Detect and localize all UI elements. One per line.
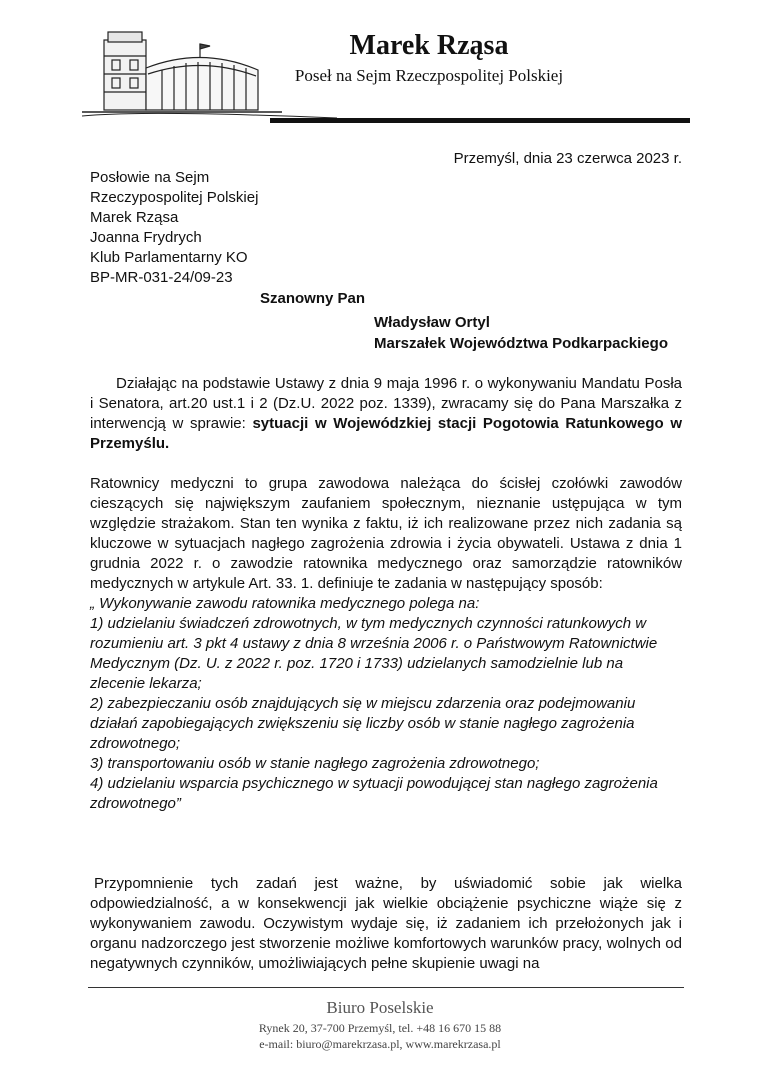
sender-line: Posłowie na Sejm — [90, 169, 210, 186]
quote-line: 4) udzielaniu wsparcia psychicznego w sytuacji powodującej stan nagłego zagrożenia zdrowotnego” — [90, 775, 658, 812]
quote-line: 2) zabezpieczaniu osób znajdujących się w miejscu zdarzenia oraz podejmowaniu działań zapobiegających zwiększeniu się liczby osób w stanie nagłego zagrożenia zdrowotnego; — [90, 695, 636, 752]
footer-rule — [88, 987, 684, 988]
city-date: Przemyśl, dnia 23 czerwca 2023 r. — [453, 150, 682, 167]
paragraph-duties-text: Ratownicy medyczni to grupa zawodowa należąca do ścisłej czołówki zawodów cieszących się największym zaufaniem społecznym, nieznanie ustępująca w tym względzie strażakom. Stan ten wynika z faktu, iż ich realizowane przez nich zadania są kluczowe w sytuacjach nagłego zagrożenia zdrowia i życia obywateli. Ustawa z dnia 1 grudnia 2022 r. o zawodzie ratownika medycznego oraz samorządzie ratowników medycznych w artykule Art. 33. 1. definiuje te zadania w następujący sposób: — [90, 475, 682, 592]
header-rule — [270, 118, 690, 123]
addressee-block — [374, 312, 668, 354]
paragraph-reminder: Przypomnienie tych zadań jest ważne, by uświadomić sobie jak wielka odpowiedzialność, a w konsekwencji jak wielkie obciążenie psychiczne wiąże się z wykonywaniem zawodu. Oczywistym wydaje się, iż zadaniem ich przełożonych jak i organu nadzorczego jest stworzenie możliwe komfortowych warunków pracy, wolnych od negatywnych czynników, umożliwiających pełne skupienie uwagi na — [90, 875, 682, 972]
addressee-name: Władysław Ortyl — [374, 314, 490, 331]
sender-line: Marek Rząsa — [90, 209, 179, 226]
paragraph-duties — [90, 474, 682, 814]
footer-contact: e-mail: biuro@marekrzasa.pl, www.marekrzasa.pl — [259, 1037, 501, 1051]
header-name: Marek Rząsa — [349, 30, 509, 61]
quote-line: 3) transportowaniu osób w stanie nagłego zagrożenia zdrowotnego; — [90, 755, 540, 772]
paragraph-intro-text: Działając na podstawie Ustawy z dnia 9 maja 1996 r. o wykonywaniu Mandatu Posła i Senatora, art.20 ust.1 i 2 (Dz.U. 2022 poz. 1339), zwracamy się do Pana Marszałka z interwencją w sprawie: — [90, 375, 682, 432]
footer-title: Biuro Poselskie — [326, 998, 434, 1017]
quote-line: „ Wykonywanie zawodu ratownika medycznego polega na: — [90, 595, 480, 612]
law-quote — [90, 594, 682, 814]
sender-line: Klub Parlamentarny KO — [90, 249, 248, 266]
quote-line: 1) udzielaniu świadczeń zdrowotnych, w tym medycznych czynności ratunkowych w rozumieniu art. 3 pkt 4 ustawy z dnia 8 września 2006 r. o Państwowym Ratownictwie Medycznym (Dz. U. z 2022 r. poz. 1720 i 1733) udzielanych samodzielnie lub na zlecenie lekarza; — [90, 615, 658, 692]
footer-address: Rynek 20, 37-700 Przemyśl, tel. +48 16 670 15 88 — [258, 1021, 502, 1035]
reference-number: BP-MR-031-24/09-23 — [90, 269, 233, 286]
header-subtitle: Poseł na Sejm Rzeczpospolitej Polskiej — [294, 66, 564, 85]
salutation: Szanowny Pan — [260, 290, 366, 307]
paragraph-intro-subject: sytuacji w Wojewódzkiej stacji Pogotowia Ratunkowego w Przemyślu. — [90, 415, 683, 452]
paragraph-intro — [90, 374, 682, 454]
sender-block — [90, 168, 258, 288]
sender-line: Rzeczypospolitej Polskiej — [90, 189, 259, 206]
addressee-title: Marszałek Województwa Podkarpackiego — [374, 335, 668, 352]
sender-line: Joanna Frydrych — [90, 229, 202, 246]
